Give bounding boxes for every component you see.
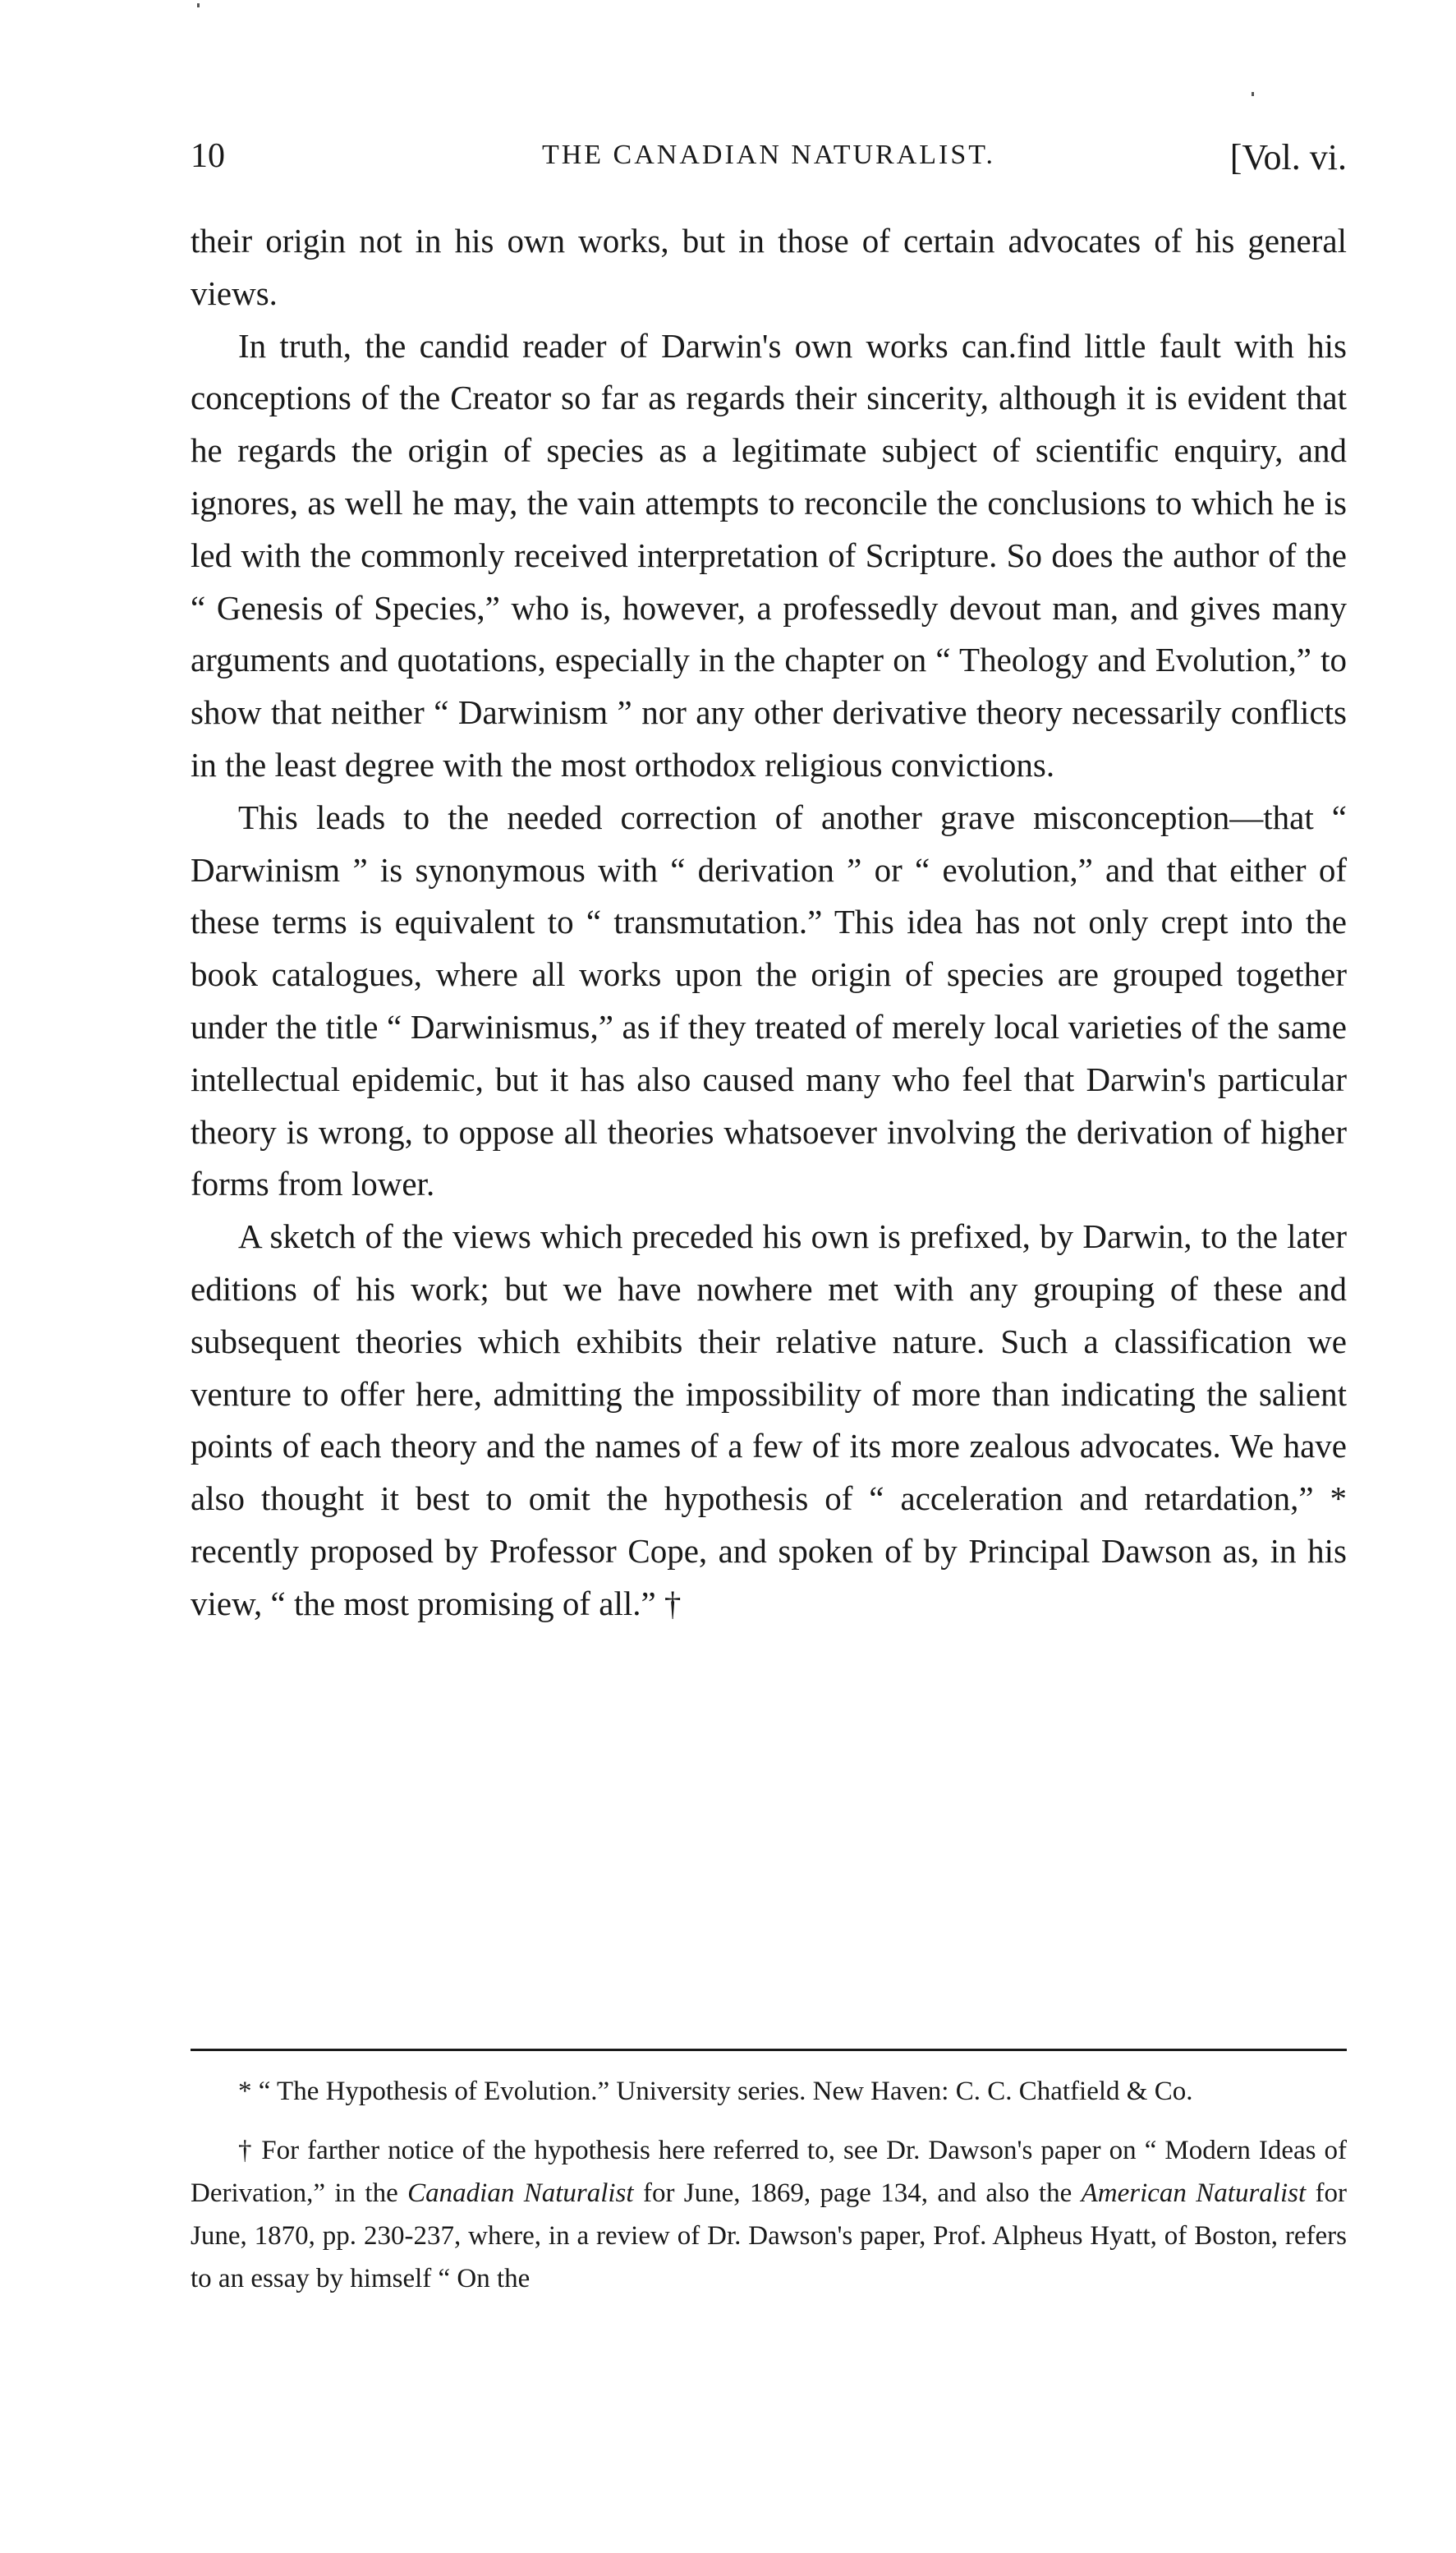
footnote-dagger (191, 2129, 1347, 2300)
footnotes (191, 2070, 1347, 2316)
paragraph-classification: A sketch of the views which preceded his own is prefixed, by Darwin, to the later editions of his work; but we have nowhere met with any grouping of these and subsequent theories which exhibits their relative nature. Such a classification we venture to offer here, admitting the impossibility of more than indicating the salient points of each theory and the names of a few of its more zealous advocates. We have also thought it best to omit the hypothesis of “ acceleration and retardation,” * recently proposed by Professor Cope, and spoken of by Principal Dawson as, in his view, “ the most promising of all.” † (191, 1217, 1347, 1622)
footnote-dagger-text: for June, 1870, pp. 230-237, where, in a review of Dr. Dawson's paper, Prof. Alpheus Hyatt, of Boston, refers to an essay by himself “ On the (191, 2178, 1347, 2293)
footnote-divider (191, 2049, 1347, 2051)
journal-ref-canadian-naturalist: Canadian Naturalist (407, 2178, 634, 2208)
paragraph-continuation: their origin not in his own works, but in those of certain advocates of his general views. (191, 222, 1347, 312)
footnote-dagger-text: for June, 1869, page 134, and also the (633, 2178, 1082, 2208)
volume-label: [Vol. vi. (1229, 137, 1347, 177)
footnote-dagger-text: † For farther notice of the hypothesis here referred to, see Dr. Dawson's paper on “ Modern Ideas of Derivation,” in the (191, 2136, 1347, 2208)
scan-speck (197, 3, 200, 7)
journal-title: THE CANADIAN NATURALIST. (541, 140, 996, 170)
running-header (191, 136, 1347, 189)
main-text (191, 215, 1347, 1631)
footnote-asterisk: * “ The Hypothesis of Evolution.” University series. New Haven: C. C. Chatfield & Co. (238, 2077, 1193, 2106)
paragraph-darwin-conceptions: In truth, the candid reader of Darwin's own works can.find little fault with his conceptions of the Creator so far as regards their sincerity, although it is evident that he regards the origin of species as a legitimate subject of scientific enquiry, and ignores, as well he may, the vain attempts to reconcile the conclusions to which he is led with the commonly received interpretation of Scripture. So does the author of the “ Genesis of Species,” who is, however, a professedly devout man, and gives many arguments and quotations, especially in the chapter on “ Theology and Evolution,” to show that neither “ Darwinism ” nor any other derivative theory necessarily conflicts in the least degree with the most orthodox religious convictions. (191, 326, 1347, 784)
scan-speck (1252, 92, 1254, 96)
page-number: 10 (191, 137, 225, 175)
paragraph-misconception: This leads to the needed correction of another grave misconception—that “ Darwinism ” is synonymous with “ derivation ” or “ evolution,” and that either of these terms is equivalent to “ transmutation.” This idea has not only crept into the book catalogues, where all works upon the origin of species are grouped together under the title “ Darwinismus,” as if they treated of merely local varieties of the same intellectual epidemic, but it has also caused many who feel that Darwin's particular theory is wrong, to oppose all theories whatsoever involving the derivation of higher forms from lower. (191, 798, 1347, 1203)
journal-ref-american-naturalist: American Naturalist (1081, 2178, 1307, 2208)
